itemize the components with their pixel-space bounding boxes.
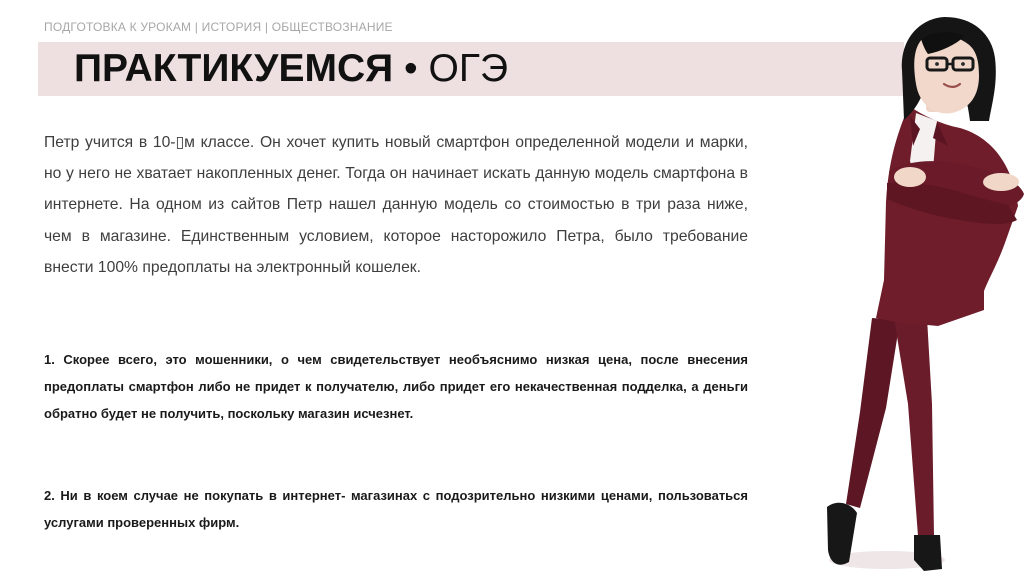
eye-right xyxy=(961,62,965,66)
breadcrumb-nav: ПОДГОТОВКА К УРОКАМ | ИСТОРИЯ | ОБЩЕСТВОЗНАНИЕ xyxy=(44,20,393,34)
scenario-paragraph: Петр учится в 10-▯м классе. Он хочет купить новый смартфон определенной модели и марки, но у него не хватает накопленных денег. Тогда он начинает искать данную модель смартфона в интернете. На одном из сайтов Петр нашел данную модель со стоимостью в три раза ниже, чем в магазине. Единственным условием, которое насторожило Петра, было требование внести 100% предоплаты на электронный кошелек. xyxy=(44,134,748,276)
answer-2: 2. Ни в коем случае не покупать в интернет- магазинах с подозрительно низкими ценами, пользоваться услугами проверенных фирм. xyxy=(44,488,748,530)
teacher-character-illustration xyxy=(782,0,1024,574)
answer-1: 1. Скорее всего, это мошенники, о чем свидетельствует необъяснимо низкая цена, после внесения предоплаты смартфон либо не придет к получателю, либо придет его некачественная подделка, а деньги обратно будет не получить, поскольку магазин исчезнет. xyxy=(44,352,748,421)
right-leg xyxy=(894,318,934,536)
right-hand xyxy=(983,173,1019,191)
title-rest: ОГЭ xyxy=(428,47,508,90)
page-title xyxy=(74,46,508,92)
title-separator: • xyxy=(404,47,418,90)
left-leg xyxy=(846,318,900,508)
title-bold: ПРАКТИКУЕМСЯ xyxy=(74,47,394,90)
eye-left xyxy=(935,62,939,66)
left-hand xyxy=(894,167,926,187)
